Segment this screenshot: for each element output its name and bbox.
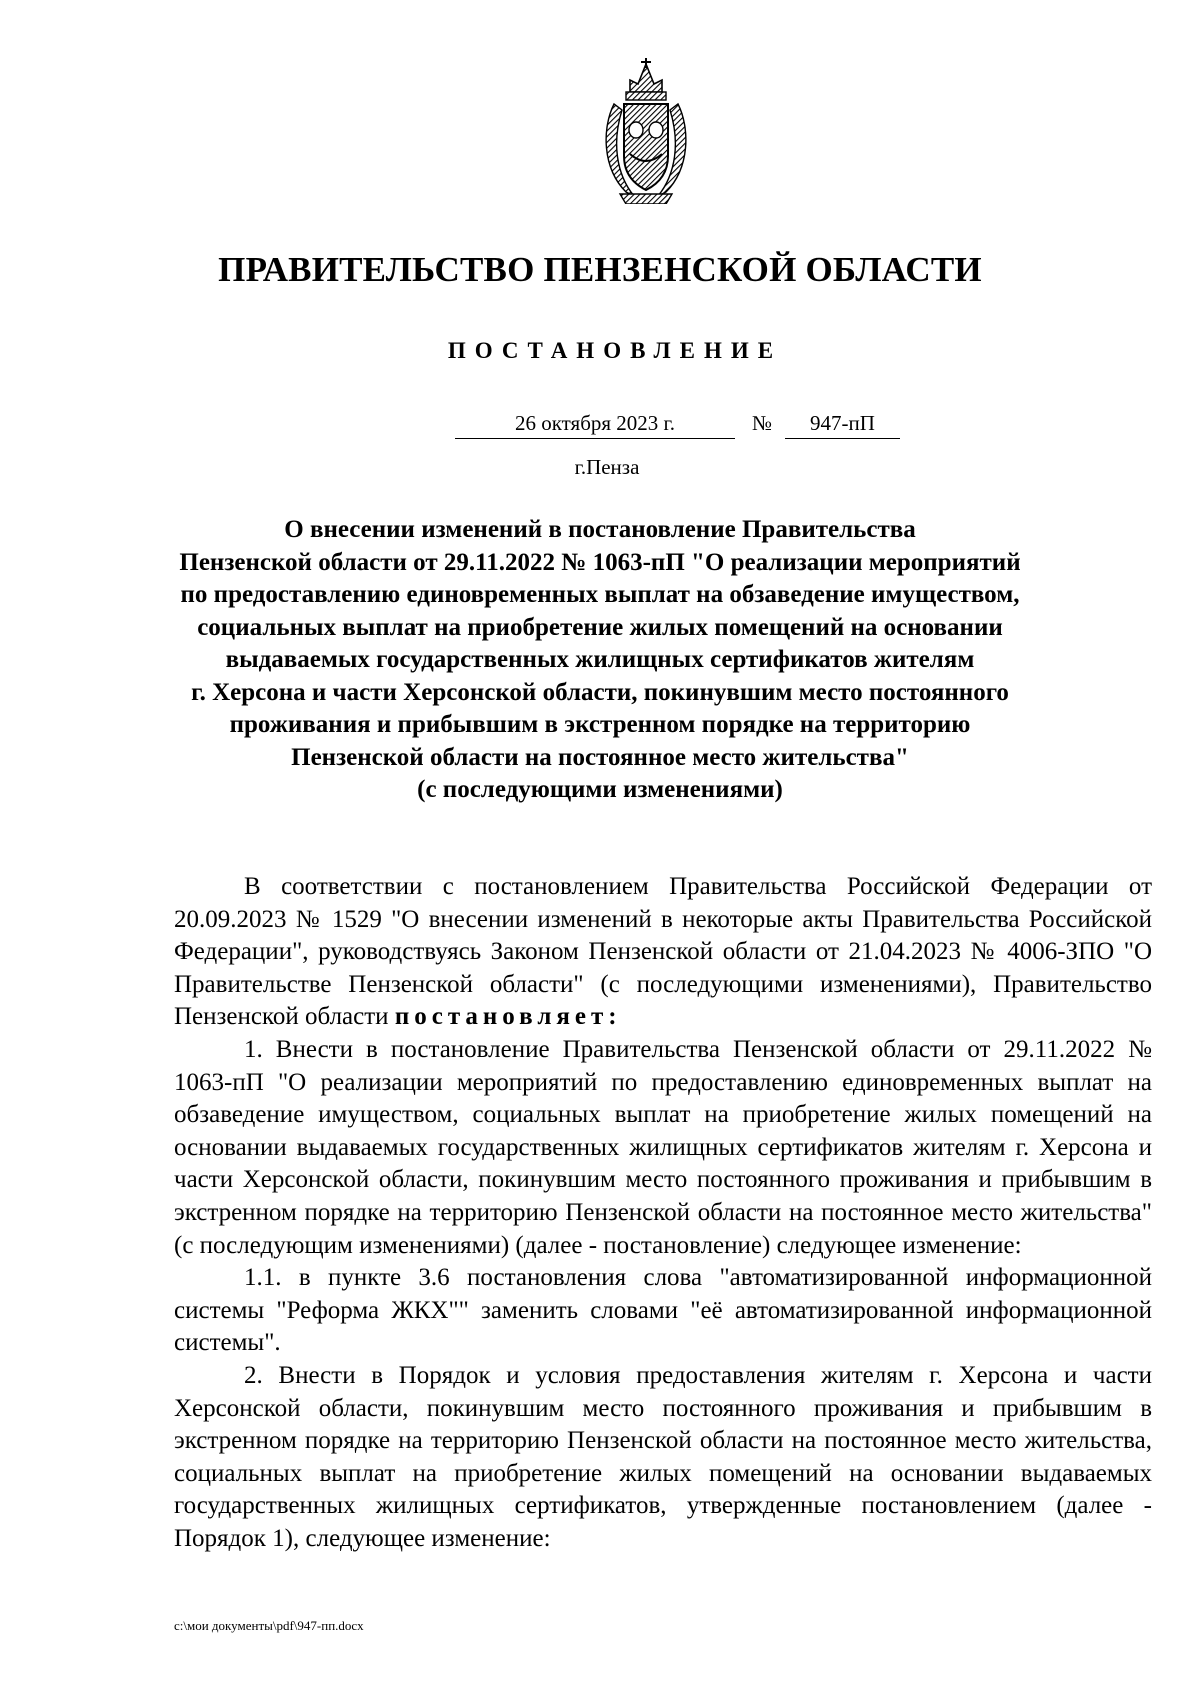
document-type: ПОСТАНОВЛЕНИЕ — [447, 338, 783, 363]
title-line: социальных выплат на приобретение жилых помещений на основании — [197, 613, 1003, 641]
title-line: О внесении изменений в постановление Правительства — [284, 516, 916, 543]
date-number-line — [0, 408, 1200, 440]
title-line: выдаваемых государственных жилищных сертификатов жителям — [225, 646, 975, 673]
title-line: по предоставлению единовременных выплат на обзаведение имуществом, — [180, 581, 1020, 608]
title-line: Пензенской области на постоянное место жительства" — [291, 743, 909, 771]
document-body — [174, 871, 1152, 1555]
document-title — [150, 514, 1050, 807]
preamble-text: В соответствии с постановлением Правительства Российской Федерации от 20.09.2023 № 1529 "О внесении изменений в некоторые акты Правительства Российской Федерации", руководствуясь Законом Пензенской области от 21.04.2023 № 4006-ЗПО "О Правительстве Пензенской области" (с последующими изменениями), Правительство Пензенской области — [174, 873, 1152, 1031]
paragraph-item-2: 2. Внести в Порядок и условия предоставления жителям г. Херсона и части Херсонской области, покинувшим место постоянного проживания и прибывшим в экстренном порядке на территорию Пензенской области на постоянное место жительства, социальных выплат на приобретение жилых помещений на основании выдаваемых государственных жилищных сертификатов, утвержденные постановлением (далее - Порядок 1), следующее изменение: — [174, 1361, 1152, 1552]
document-date: 26 октября 2023 г. — [455, 408, 735, 439]
city: г.Пенза — [574, 455, 640, 479]
title-line: проживания и прибывшим в экстренном порядке на территорию — [229, 711, 971, 738]
paragraph-item-1-1: 1.1. в пункте 3.6 постановления слова "автоматизированной информационной системы "Реформа ЖКХ"" заменить словами "её автоматизированной информационной системы". — [174, 1264, 1152, 1357]
coat-of-arms-emblem — [600, 58, 692, 204]
number-sign: № — [752, 411, 773, 435]
paragraph-preamble — [174, 871, 1152, 1034]
title-line: (с последующими изменениями) — [417, 776, 783, 803]
title-line: Пензенской области от 29.11.2022 № 1063-пП "О реализации мероприятий — [179, 548, 1021, 576]
title-line: г. Херсона и части Херсонской области, покинувшим место постоянного — [191, 678, 1009, 706]
paragraph-item-1: 1. Внести в постановление Правительства Пензенской области от 29.11.2022 № 1063-пП "О реализации мероприятий по предоставлению единовременных выплат на обзаведение имуществом, социальных выплат на приобретение жилых помещений на основании выдаваемых государственных жилищных сертификатов жителям г. Херсона и части Херсонской области, покинувшим место постоянного проживания и прибывшим в экстренном порядке на территорию Пензенской области на постоянное место жительства" (с последующим изменениями) (далее - постановление) следующее изменение: — [174, 1035, 1152, 1259]
government-name: ПРАВИТЕЛЬСТВО ПЕНЗЕНСКОЙ ОБЛАСТИ — [218, 250, 982, 289]
document-number: 947-пП — [785, 408, 900, 439]
file-path-footer: c:\мои документы\pdf\947-пп.docx — [174, 1618, 364, 1633]
resolves-word: постановляет: — [394, 1003, 622, 1031]
